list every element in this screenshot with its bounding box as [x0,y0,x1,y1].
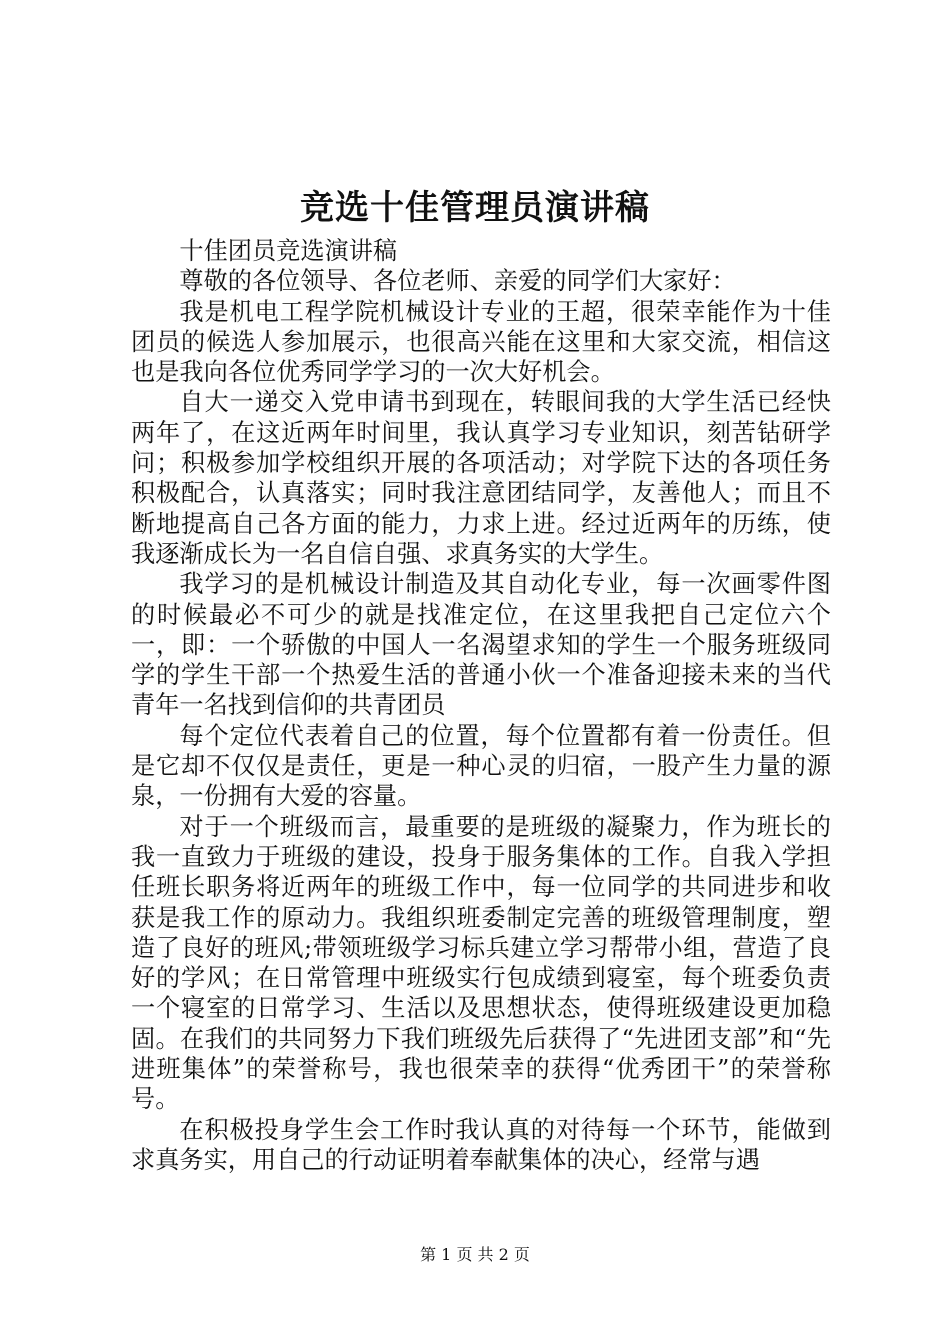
paragraph-greeting: 尊敬的各位领导、各位老师、亲爱的同学们大家好： [179,267,736,296]
paragraph-introduction: 我是机电工程学院机械设计专业的王超，很荣幸能作为十佳团员的候选人参加展示，也很高兴能在这里和大家交流，相信这也是我向各位优秀同学学习的一次大好机会。 [131,297,831,387]
paragraph-university-life: 自大一递交入党申请书到现在，转眼间我的大学生活已经快两年了，在这近两年时间里，我认真学习专业知识，刻苦钻研学问；积极参加学校组织开展的各项活动；对学院下达的各项任务积极配合，认真落实；同时我注意团结同学，友善他人；而且不断地提高自己各方面的能力，力求上进。经过近两年的历练，使我逐渐成长为一名自信自强、求真务实的大学生。 [131,388,831,568]
page-footer: 第 1 页 共 2 页 [420,1245,530,1264]
paragraph-student-union: 在积极投身学生会工作时我认真的对待每一个环节，能做到求真务实，用自己的行动证明着奉献集体的决心，经常与遇 [131,1115,831,1174]
document-title: 竞选十佳管理员演讲稿 [300,188,650,228]
document-body [131,236,831,1175]
paragraph-responsibility: 每个定位代表着自己的位置，每个位置都有着一份责任。但是它却不仅仅是责任，更是一种心灵的归宿，一股产生力量的源泉，一份拥有大爱的容量。 [131,721,831,811]
paragraph-subtitle: 十佳团员竞选演讲稿 [179,237,398,265]
paragraph-self-positioning: 我学习的是机械设计制造及其自动化专业，每一次画零件图的时候最必不可少的就是找准定位，在这里我把自己定位六个一，即：一个骄傲的中国人一名渴望求知的学生一个服务班级同学的学生干部一个热爱生活的普通小伙一个准备迎接未来的当代青年一名找到信仰的共青团员 [131,570,831,720]
paragraph-class-work: 对于一个班级而言，最重要的是班级的凝聚力，作为班长的我一直致力于班级的建设，投身于服务集体的工作。自我入学担任班长职务将近两年的班级工作中，每一位同学的共同进步和收获是我工作的原动力。我组织班委制定完善的班级管理制度，塑造了良好的班风;带领班级学习标兵建立学习帮带小组，营造了良好的学风；在日常管理中班级实行包成绩到寝室，每个班委负责一个寝室的日常学习、生活以及思想状态，使得班级建设更加稳固。在我们的共同努力下我们班级先后获得了“先进团支部”和“先进班集体”的荣誉称号，我也很荣幸的获得“优秀团干”的荣誉称号。 [131,812,831,1114]
